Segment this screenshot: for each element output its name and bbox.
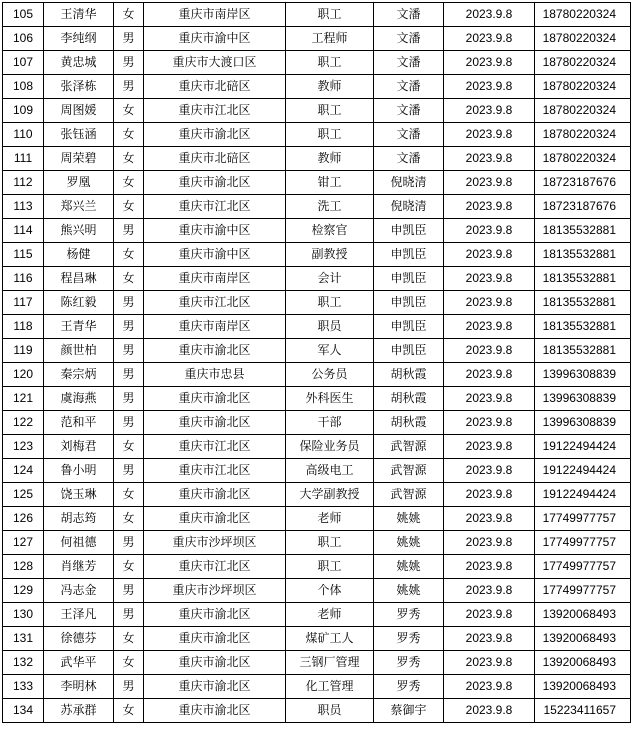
gender-cell: 男 — [114, 387, 144, 411]
contact-person-cell: 文潘 — [374, 27, 444, 51]
occupation-cell: 职工 — [286, 123, 374, 147]
person-name-cell: 王泽凡 — [44, 603, 114, 627]
date-cell: 2023.9.8 — [444, 699, 535, 723]
address-cell: 重庆市渝北区 — [144, 627, 286, 651]
phone-number-cell: 18135532881 — [535, 315, 631, 339]
table-row — [3, 27, 631, 51]
address-cell: 重庆市忠县 — [144, 363, 286, 387]
table-row — [3, 195, 631, 219]
row-number-cell: 118 — [3, 315, 44, 339]
address-cell: 重庆市渝中区 — [144, 219, 286, 243]
phone-number-cell: 18723187676 — [535, 171, 631, 195]
address-cell: 重庆市北碚区 — [144, 147, 286, 171]
gender-cell: 女 — [114, 435, 144, 459]
table-row — [3, 291, 631, 315]
date-cell: 2023.9.8 — [444, 603, 535, 627]
date-cell: 2023.9.8 — [444, 171, 535, 195]
person-name-cell: 何祖德 — [44, 531, 114, 555]
gender-cell: 男 — [114, 363, 144, 387]
date-cell: 2023.9.8 — [444, 507, 535, 531]
table-row — [3, 411, 631, 435]
date-cell: 2023.9.8 — [444, 195, 535, 219]
occupation-cell: 职员 — [286, 315, 374, 339]
phone-number-cell: 18135532881 — [535, 291, 631, 315]
table-row — [3, 219, 631, 243]
gender-cell: 女 — [114, 507, 144, 531]
phone-number-cell: 18780220324 — [535, 3, 631, 27]
row-number-cell: 108 — [3, 75, 44, 99]
person-name-cell: 罗凰 — [44, 171, 114, 195]
phone-number-cell: 18780220324 — [535, 147, 631, 171]
date-cell: 2023.9.8 — [444, 555, 535, 579]
phone-number-cell: 13996308839 — [535, 363, 631, 387]
table-row — [3, 531, 631, 555]
contact-person-cell: 姚姚 — [374, 531, 444, 555]
person-name-cell: 程昌琳 — [44, 267, 114, 291]
occupation-cell: 大学副教授 — [286, 483, 374, 507]
phone-number-cell: 13920068493 — [535, 675, 631, 699]
address-cell: 重庆市南岸区 — [144, 267, 286, 291]
address-cell: 重庆市渝北区 — [144, 411, 286, 435]
contact-person-cell: 申凯臣 — [374, 291, 444, 315]
address-cell: 重庆市江北区 — [144, 555, 286, 579]
person-name-cell: 李纯纲 — [44, 27, 114, 51]
contact-person-cell: 武智源 — [374, 435, 444, 459]
table-row — [3, 315, 631, 339]
date-cell: 2023.9.8 — [444, 339, 535, 363]
table-row — [3, 147, 631, 171]
occupation-cell: 会计 — [286, 267, 374, 291]
address-cell: 重庆市渝北区 — [144, 387, 286, 411]
person-name-cell: 鲁小明 — [44, 459, 114, 483]
occupation-cell: 职工 — [286, 291, 374, 315]
roster-table — [2, 2, 631, 723]
date-cell: 2023.9.8 — [444, 459, 535, 483]
row-number-cell: 128 — [3, 555, 44, 579]
gender-cell: 男 — [114, 75, 144, 99]
contact-person-cell: 倪晓清 — [374, 195, 444, 219]
table-row — [3, 435, 631, 459]
gender-cell: 男 — [114, 411, 144, 435]
phone-number-cell: 13996308839 — [535, 411, 631, 435]
table-row — [3, 699, 631, 723]
gender-cell: 男 — [114, 459, 144, 483]
person-name-cell: 王青华 — [44, 315, 114, 339]
contact-person-cell: 胡秋霞 — [374, 387, 444, 411]
occupation-cell: 职工 — [286, 531, 374, 555]
person-name-cell: 范和平 — [44, 411, 114, 435]
contact-person-cell: 文潘 — [374, 147, 444, 171]
gender-cell: 男 — [114, 315, 144, 339]
phone-number-cell: 18780220324 — [535, 27, 631, 51]
person-name-cell: 周荣碧 — [44, 147, 114, 171]
date-cell: 2023.9.8 — [444, 27, 535, 51]
row-number-cell: 110 — [3, 123, 44, 147]
address-cell: 重庆市渝北区 — [144, 675, 286, 699]
address-cell: 重庆市渝北区 — [144, 339, 286, 363]
table-row — [3, 387, 631, 411]
address-cell: 重庆市渝北区 — [144, 651, 286, 675]
contact-person-cell: 申凯臣 — [374, 339, 444, 363]
table-row — [3, 579, 631, 603]
contact-person-cell: 文潘 — [374, 75, 444, 99]
occupation-cell: 检察官 — [286, 219, 374, 243]
table-row — [3, 99, 631, 123]
occupation-cell: 教师 — [286, 75, 374, 99]
gender-cell: 女 — [114, 195, 144, 219]
table-row — [3, 675, 631, 699]
phone-number-cell: 13996308839 — [535, 387, 631, 411]
person-name-cell: 李明林 — [44, 675, 114, 699]
address-cell: 重庆市渝北区 — [144, 603, 286, 627]
person-name-cell: 肖继芳 — [44, 555, 114, 579]
contact-person-cell: 胡秋霞 — [374, 411, 444, 435]
date-cell: 2023.9.8 — [444, 243, 535, 267]
gender-cell: 女 — [114, 651, 144, 675]
occupation-cell: 工程师 — [286, 27, 374, 51]
row-number-cell: 105 — [3, 3, 44, 27]
phone-number-cell: 13920068493 — [535, 603, 631, 627]
date-cell: 2023.9.8 — [444, 579, 535, 603]
person-name-cell: 熊兴明 — [44, 219, 114, 243]
occupation-cell: 副教授 — [286, 243, 374, 267]
row-number-cell: 133 — [3, 675, 44, 699]
phone-number-cell: 17749977757 — [535, 579, 631, 603]
contact-person-cell: 姚姚 — [374, 579, 444, 603]
address-cell: 重庆市渝北区 — [144, 699, 286, 723]
table-row — [3, 555, 631, 579]
address-cell: 重庆市江北区 — [144, 99, 286, 123]
contact-person-cell: 文潘 — [374, 99, 444, 123]
table-row — [3, 243, 631, 267]
table-row — [3, 459, 631, 483]
person-name-cell: 虞海燕 — [44, 387, 114, 411]
contact-person-cell: 倪晓清 — [374, 171, 444, 195]
person-name-cell: 陈红毅 — [44, 291, 114, 315]
contact-person-cell: 罗秀 — [374, 675, 444, 699]
row-number-cell: 106 — [3, 27, 44, 51]
gender-cell: 女 — [114, 123, 144, 147]
person-name-cell: 秦宗炳 — [44, 363, 114, 387]
occupation-cell: 公务员 — [286, 363, 374, 387]
occupation-cell: 职工 — [286, 3, 374, 27]
contact-person-cell: 罗秀 — [374, 627, 444, 651]
date-cell: 2023.9.8 — [444, 51, 535, 75]
date-cell: 2023.9.8 — [444, 267, 535, 291]
phone-number-cell: 15223411657 — [535, 699, 631, 723]
row-number-cell: 125 — [3, 483, 44, 507]
occupation-cell: 职工 — [286, 555, 374, 579]
contact-person-cell: 申凯臣 — [374, 315, 444, 339]
occupation-cell: 职工 — [286, 99, 374, 123]
row-number-cell: 111 — [3, 147, 44, 171]
person-name-cell: 郑兴兰 — [44, 195, 114, 219]
gender-cell: 女 — [114, 627, 144, 651]
table-row — [3, 171, 631, 195]
address-cell: 重庆市渝中区 — [144, 243, 286, 267]
address-cell: 重庆市南岸区 — [144, 3, 286, 27]
phone-number-cell: 18723187676 — [535, 195, 631, 219]
table-row — [3, 339, 631, 363]
row-number-cell: 134 — [3, 699, 44, 723]
table-row — [3, 603, 631, 627]
contact-person-cell: 罗秀 — [374, 603, 444, 627]
date-cell: 2023.9.8 — [444, 123, 535, 147]
date-cell: 2023.9.8 — [444, 675, 535, 699]
table-row — [3, 123, 631, 147]
occupation-cell: 老师 — [286, 507, 374, 531]
row-number-cell: 109 — [3, 99, 44, 123]
table-row — [3, 627, 631, 651]
phone-number-cell: 19122494424 — [535, 459, 631, 483]
table-row — [3, 75, 631, 99]
date-cell: 2023.9.8 — [444, 3, 535, 27]
row-number-cell: 131 — [3, 627, 44, 651]
address-cell: 重庆市渝北区 — [144, 507, 286, 531]
row-number-cell: 112 — [3, 171, 44, 195]
contact-person-cell: 蔡御宇 — [374, 699, 444, 723]
occupation-cell: 军人 — [286, 339, 374, 363]
row-number-cell: 122 — [3, 411, 44, 435]
contact-person-cell: 罗秀 — [374, 651, 444, 675]
table-row — [3, 363, 631, 387]
contact-person-cell: 申凯臣 — [374, 243, 444, 267]
gender-cell: 女 — [114, 267, 144, 291]
person-name-cell: 张钰涵 — [44, 123, 114, 147]
gender-cell: 男 — [114, 51, 144, 75]
gender-cell: 男 — [114, 675, 144, 699]
row-number-cell: 117 — [3, 291, 44, 315]
gender-cell: 女 — [114, 483, 144, 507]
gender-cell: 男 — [114, 531, 144, 555]
phone-number-cell: 18780220324 — [535, 75, 631, 99]
table-row — [3, 483, 631, 507]
occupation-cell: 教师 — [286, 147, 374, 171]
contact-person-cell: 武智源 — [374, 459, 444, 483]
person-name-cell: 周图媛 — [44, 99, 114, 123]
phone-number-cell: 17749977757 — [535, 507, 631, 531]
occupation-cell: 职工 — [286, 51, 374, 75]
occupation-cell: 干部 — [286, 411, 374, 435]
date-cell: 2023.9.8 — [444, 315, 535, 339]
row-number-cell: 115 — [3, 243, 44, 267]
person-name-cell: 武华平 — [44, 651, 114, 675]
phone-number-cell: 13920068493 — [535, 627, 631, 651]
date-cell: 2023.9.8 — [444, 291, 535, 315]
occupation-cell: 个体 — [286, 579, 374, 603]
row-number-cell: 129 — [3, 579, 44, 603]
phone-number-cell: 18780220324 — [535, 51, 631, 75]
person-name-cell: 苏承群 — [44, 699, 114, 723]
gender-cell: 女 — [114, 555, 144, 579]
person-name-cell: 王清华 — [44, 3, 114, 27]
gender-cell: 男 — [114, 219, 144, 243]
roster-body — [3, 3, 631, 723]
phone-number-cell: 18135532881 — [535, 267, 631, 291]
contact-person-cell: 胡秋霞 — [374, 363, 444, 387]
contact-person-cell: 武智源 — [374, 483, 444, 507]
occupation-cell: 老师 — [286, 603, 374, 627]
contact-person-cell: 申凯臣 — [374, 267, 444, 291]
phone-number-cell: 13920068493 — [535, 651, 631, 675]
address-cell: 重庆市沙坪坝区 — [144, 531, 286, 555]
person-name-cell: 杨健 — [44, 243, 114, 267]
gender-cell: 女 — [114, 699, 144, 723]
row-number-cell: 127 — [3, 531, 44, 555]
row-number-cell: 130 — [3, 603, 44, 627]
occupation-cell: 职员 — [286, 699, 374, 723]
date-cell: 2023.9.8 — [444, 363, 535, 387]
row-number-cell: 113 — [3, 195, 44, 219]
gender-cell: 男 — [114, 603, 144, 627]
occupation-cell: 高级电工 — [286, 459, 374, 483]
phone-number-cell: 18135532881 — [535, 243, 631, 267]
row-number-cell: 124 — [3, 459, 44, 483]
person-name-cell: 冯志金 — [44, 579, 114, 603]
phone-number-cell: 17749977757 — [535, 555, 631, 579]
table-row — [3, 267, 631, 291]
person-name-cell: 胡志筠 — [44, 507, 114, 531]
date-cell: 2023.9.8 — [444, 411, 535, 435]
date-cell: 2023.9.8 — [444, 99, 535, 123]
contact-person-cell: 文潘 — [374, 51, 444, 75]
address-cell: 重庆市江北区 — [144, 459, 286, 483]
contact-person-cell: 文潘 — [374, 3, 444, 27]
row-number-cell: 123 — [3, 435, 44, 459]
row-number-cell: 132 — [3, 651, 44, 675]
gender-cell: 男 — [114, 27, 144, 51]
person-name-cell: 徐德芬 — [44, 627, 114, 651]
date-cell: 2023.9.8 — [444, 627, 535, 651]
occupation-cell: 煤矿工人 — [286, 627, 374, 651]
gender-cell: 女 — [114, 3, 144, 27]
phone-number-cell: 18780220324 — [535, 123, 631, 147]
address-cell: 重庆市江北区 — [144, 195, 286, 219]
row-number-cell: 116 — [3, 267, 44, 291]
table-row — [3, 651, 631, 675]
date-cell: 2023.9.8 — [444, 219, 535, 243]
address-cell: 重庆市沙坪坝区 — [144, 579, 286, 603]
phone-number-cell: 19122494424 — [535, 435, 631, 459]
table-row — [3, 507, 631, 531]
occupation-cell: 洗工 — [286, 195, 374, 219]
person-name-cell: 饶玉琳 — [44, 483, 114, 507]
gender-cell: 女 — [114, 171, 144, 195]
date-cell: 2023.9.8 — [444, 387, 535, 411]
address-cell: 重庆市南岸区 — [144, 315, 286, 339]
table-row — [3, 3, 631, 27]
table-row — [3, 51, 631, 75]
date-cell: 2023.9.8 — [444, 651, 535, 675]
phone-number-cell: 17749977757 — [535, 531, 631, 555]
contact-person-cell: 申凯臣 — [374, 219, 444, 243]
row-number-cell: 119 — [3, 339, 44, 363]
person-name-cell: 刘梅君 — [44, 435, 114, 459]
contact-person-cell: 姚姚 — [374, 555, 444, 579]
gender-cell: 男 — [114, 339, 144, 363]
address-cell: 重庆市渝北区 — [144, 123, 286, 147]
gender-cell: 女 — [114, 147, 144, 171]
gender-cell: 男 — [114, 291, 144, 315]
occupation-cell: 钳工 — [286, 171, 374, 195]
address-cell: 重庆市渝北区 — [144, 171, 286, 195]
row-number-cell: 107 — [3, 51, 44, 75]
address-cell: 重庆市江北区 — [144, 435, 286, 459]
date-cell: 2023.9.8 — [444, 531, 535, 555]
gender-cell: 女 — [114, 99, 144, 123]
address-cell: 重庆市渝中区 — [144, 27, 286, 51]
contact-person-cell: 姚姚 — [374, 507, 444, 531]
occupation-cell: 三钢厂管理 — [286, 651, 374, 675]
date-cell: 2023.9.8 — [444, 147, 535, 171]
address-cell: 重庆市大渡口区 — [144, 51, 286, 75]
gender-cell: 女 — [114, 243, 144, 267]
occupation-cell: 外科医生 — [286, 387, 374, 411]
row-number-cell: 121 — [3, 387, 44, 411]
date-cell: 2023.9.8 — [444, 483, 535, 507]
person-name-cell: 黄忠城 — [44, 51, 114, 75]
address-cell: 重庆市江北区 — [144, 291, 286, 315]
date-cell: 2023.9.8 — [444, 75, 535, 99]
row-number-cell: 114 — [3, 219, 44, 243]
row-number-cell: 126 — [3, 507, 44, 531]
gender-cell: 男 — [114, 579, 144, 603]
date-cell: 2023.9.8 — [444, 435, 535, 459]
contact-person-cell: 文潘 — [374, 123, 444, 147]
row-number-cell: 120 — [3, 363, 44, 387]
phone-number-cell: 18780220324 — [535, 99, 631, 123]
phone-number-cell: 19122494424 — [535, 483, 631, 507]
person-name-cell: 颜世柏 — [44, 339, 114, 363]
address-cell: 重庆市渝北区 — [144, 483, 286, 507]
address-cell: 重庆市北碚区 — [144, 75, 286, 99]
occupation-cell: 保险业务员 — [286, 435, 374, 459]
occupation-cell: 化工管理 — [286, 675, 374, 699]
phone-number-cell: 18135532881 — [535, 339, 631, 363]
phone-number-cell: 18135532881 — [535, 219, 631, 243]
person-name-cell: 张泽栋 — [44, 75, 114, 99]
